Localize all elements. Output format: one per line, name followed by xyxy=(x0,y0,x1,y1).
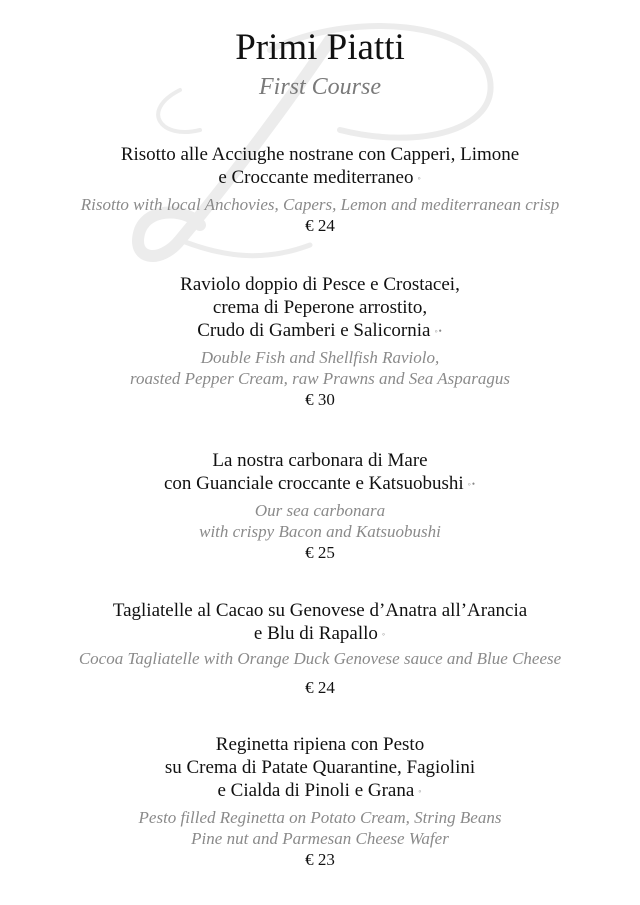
dish-item xyxy=(0,733,640,870)
dish-price: € 23 xyxy=(305,850,335,870)
dish-italian-line xyxy=(0,319,640,343)
dish-english-line: Our sea carbonara xyxy=(254,501,386,521)
dish-italian-text: e Croccante mediterraneo xyxy=(218,167,414,188)
dish-english-line: Cocoa Tagliatelle with Orange Duck Genovese sauce and Blue Cheese xyxy=(78,649,562,669)
dish-italian-line: Reginetta ripiena con Pesto xyxy=(215,734,425,755)
page-subtitle: First Course xyxy=(258,74,381,100)
dietary-marker-icon: ◦• xyxy=(467,479,476,490)
dish-italian-line: Tagliatelle al Cacao su Genovese d’Anatra all’Arancia xyxy=(112,600,528,621)
dish-italian-line xyxy=(0,622,640,646)
dish-italian-line: crema di Peperone arrostito, xyxy=(212,297,428,318)
dietary-marker-icon: ◦ xyxy=(381,629,387,640)
dish-italian-line: La nostra carbonara di Mare xyxy=(212,450,428,471)
dish-price: € 25 xyxy=(305,543,335,563)
dish-italian-text: e Cialda di Pinoli e Grana xyxy=(217,780,415,801)
dish-price: € 24 xyxy=(305,678,335,698)
dish-italian-line xyxy=(0,166,640,190)
dietary-marker-icon: ◦ xyxy=(418,786,423,797)
dish-english-line: with crispy Bacon and Katsuobushi xyxy=(199,522,441,542)
dish-italian-text: e Blu di Rapallo xyxy=(253,623,378,644)
dish-item xyxy=(0,449,640,563)
dish-italian-line: Raviolo doppio di Pesce e Crostacei, xyxy=(180,274,460,295)
dish-italian-line: su Crema di Patate Quarantine, Fagiolini xyxy=(164,757,476,778)
dish-english-line: Pesto filled Reginetta on Potato Cream, String Beans xyxy=(138,808,502,828)
page-title: Primi Piatti xyxy=(235,27,405,68)
dish-item xyxy=(0,273,640,410)
dish-italian-line xyxy=(0,779,640,803)
dish-price: € 24 xyxy=(305,216,335,236)
dish-italian-line: Risotto alle Acciughe nostrane con Capperi, Limone xyxy=(120,144,520,165)
dish-english-line: Pine nut and Parmesan Cheese Wafer xyxy=(191,829,449,849)
dish-item xyxy=(0,599,640,698)
dish-italian-text: Crudo di Gamberi e Salicornia xyxy=(197,320,431,341)
dish-english-line: Double Fish and Shellfish Raviolo, xyxy=(200,348,440,368)
dish-italian-text: con Guanciale croccante e Katsuobushi xyxy=(164,473,464,494)
dietary-marker-icon: ◦ xyxy=(417,173,422,184)
dish-english-line: roasted Pepper Cream, raw Prawns and Sea Asparagus xyxy=(130,369,510,389)
dish-price: € 30 xyxy=(305,390,335,410)
dish-italian-line xyxy=(0,472,640,496)
dish-item xyxy=(0,143,640,236)
dish-english-line: Risotto with local Anchovies, Capers, Lemon and mediterranean crisp xyxy=(80,195,560,215)
dietary-marker-icon: ◦• xyxy=(434,326,443,337)
